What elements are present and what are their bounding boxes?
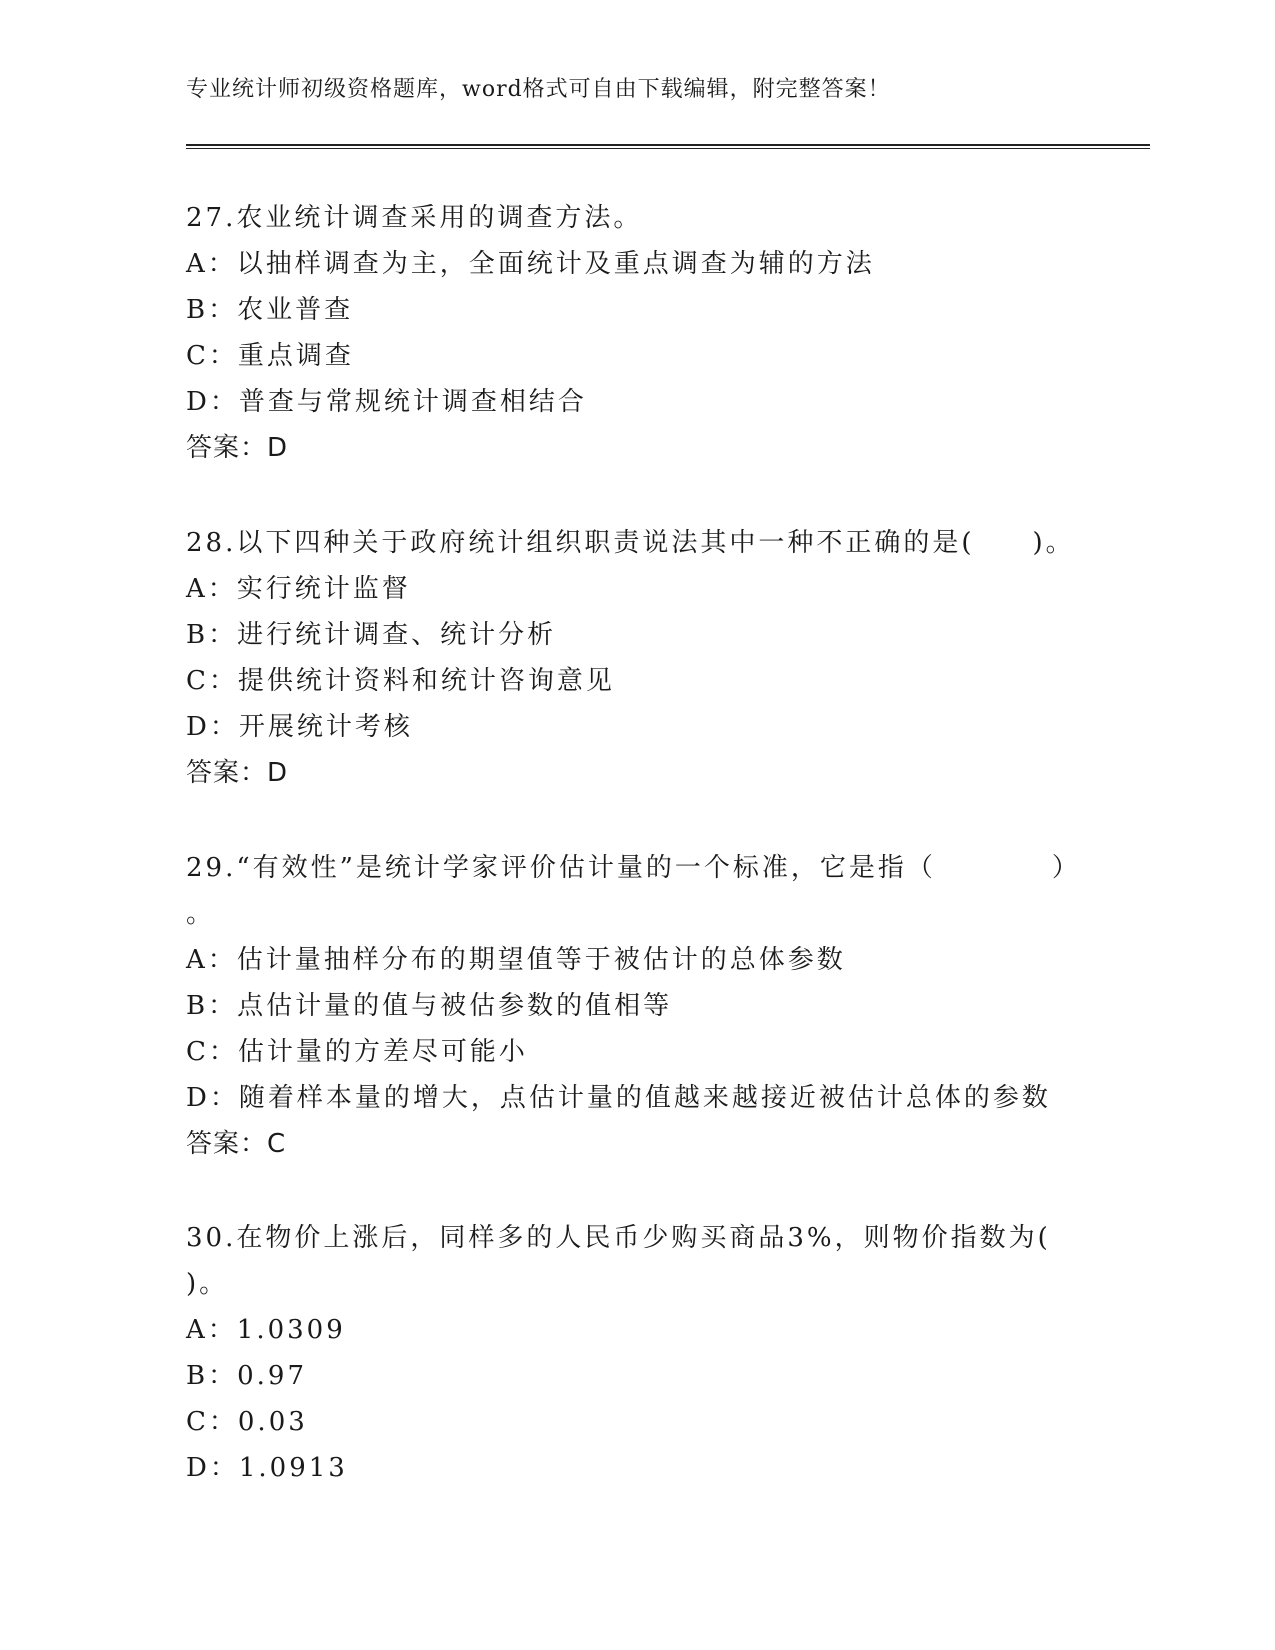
option-c: C：0.03	[186, 1407, 308, 1437]
option-a: A：以抽样调查为主，全面统计及重点调查为辅的方法	[186, 249, 875, 279]
question-stem: 29.“有效性”是统计学家评价估计量的一个标准，它是指（ ）	[186, 853, 1081, 883]
question-27	[186, 195, 1086, 471]
option-c: C：估计量的方差尽可能小	[186, 1037, 528, 1067]
header-rule	[186, 144, 1150, 149]
question-stem-continued: )。	[186, 1269, 229, 1299]
option-c: C：提供统计资料和统计咨询意见	[186, 666, 615, 696]
question-stem: 30.在物价上涨后，同样多的人民币少购买商品3%，则物价指数为(	[186, 1223, 1051, 1253]
answer: 答案：C	[186, 1129, 287, 1159]
question-stem: 28.以下四种关于政府统计组织职责说法其中一种不正确的是( )。	[186, 528, 1075, 558]
question-stem-continued: 。	[186, 899, 216, 929]
option-b: B：点估计量的值与被估参数的值相等	[186, 991, 673, 1021]
option-b: B：进行统计调查、统计分析	[186, 620, 557, 650]
option-b: B：0.97	[186, 1361, 307, 1391]
page-header: 专业统计师初级资格题库，word格式可自由下载编辑，附完整答案！	[186, 77, 891, 102]
option-d: D：开展统计考核	[186, 712, 413, 742]
question-29	[186, 845, 1086, 1167]
option-a: A：1.0309	[186, 1315, 346, 1345]
question-stem: 27.农业统计调查采用的调查方法。	[186, 203, 643, 233]
option-a: A：估计量抽样分布的期望值等于被估计的总体参数	[186, 945, 846, 975]
option-d: D：1.0913	[186, 1453, 348, 1483]
option-b: B：农业普查	[186, 295, 354, 325]
option-d: D：随着样本量的增大，点估计量的值越来越接近被估计总体的参数	[186, 1083, 1051, 1113]
option-a: A：实行统计监督	[186, 574, 411, 604]
question-28	[186, 520, 1086, 796]
option-d: D：普查与常规统计调查相结合	[186, 387, 587, 417]
answer: 答案：D	[186, 758, 289, 788]
question-30	[186, 1215, 1086, 1491]
option-c: C：重点调查	[186, 341, 354, 371]
answer: 答案：D	[186, 433, 289, 463]
